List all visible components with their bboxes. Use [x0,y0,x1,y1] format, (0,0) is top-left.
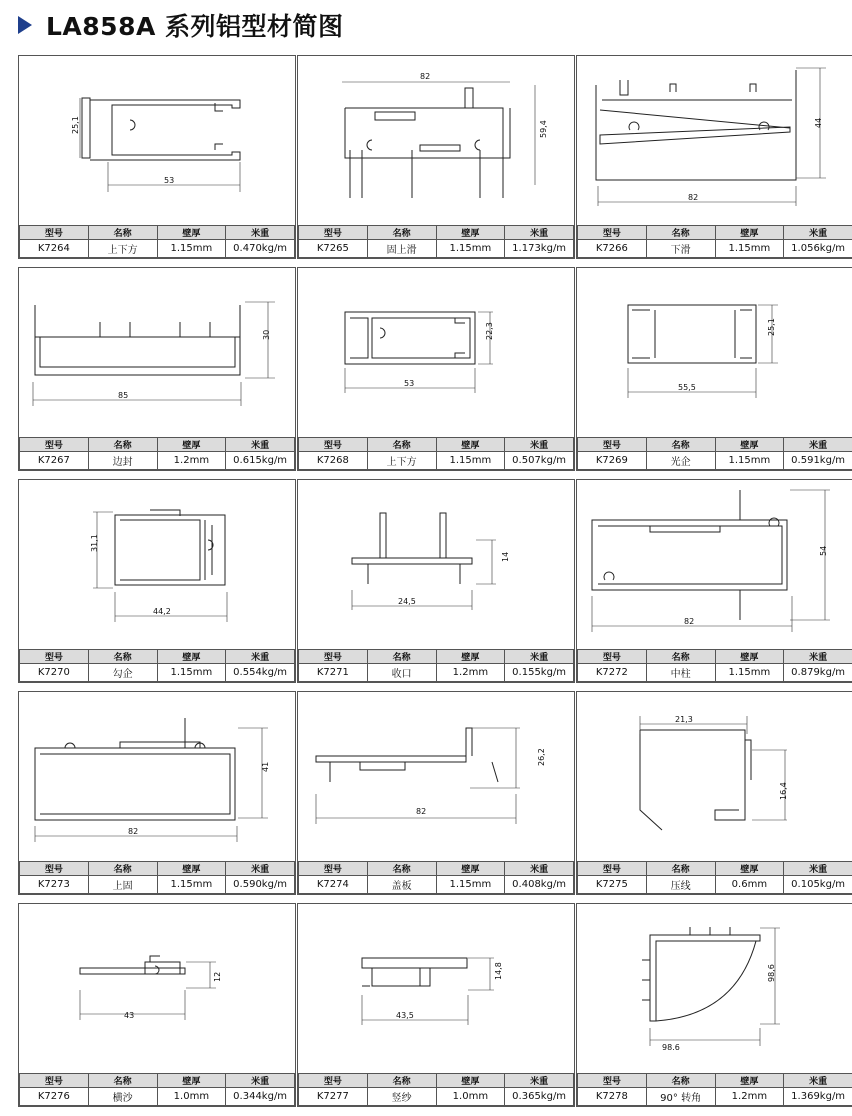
weight-cell: 0.615kg/m [226,452,295,470]
svg-text:55,5 [678,383,696,392]
dimension-label: 82 [420,72,431,81]
svg-text:82 [420,72,430,81]
svg-text:22,3 [485,322,494,340]
header-cell: 米重 [226,438,295,452]
weight-cell: 1.369kg/m [784,1088,852,1106]
model-cell: K7277 [299,1088,368,1106]
table-row [578,452,852,470]
header-cell: 名称 [367,650,436,664]
dimension-label: 25,1 [71,116,80,134]
header-cell: 壁厚 [715,438,784,452]
header-cell: 壁厚 [157,1074,226,1088]
profile-card [576,55,852,259]
header-cell: 名称 [88,438,157,452]
profile-card [297,267,575,471]
svg-text:98.6 [662,1043,680,1052]
table-row [578,240,852,258]
svg-text:21,3 [675,715,693,724]
spec-table [298,649,574,682]
svg-text:24,5 [398,597,416,606]
model-cell: K7269 [578,452,647,470]
table-row [578,1088,852,1106]
table-row [299,1088,574,1106]
dimension-label: 41 [261,761,270,772]
dimension-label: 22,3 [485,322,494,340]
weight-cell: 0.365kg/m [505,1088,574,1106]
header-cell: 壁厚 [436,862,505,876]
profile-card [297,903,575,1107]
header-cell: 壁厚 [436,438,505,452]
spec-table [577,437,852,470]
profile-drawing [19,480,295,642]
svg-text:82 [416,807,426,816]
svg-text:14,8 [494,962,503,980]
header-cell: 米重 [784,650,852,664]
dimension-label: 85 [118,391,129,400]
dimension-label: 24,5 [398,597,416,606]
name-cell: 中柱 [646,664,715,682]
name-cell: 横沙 [88,1088,157,1106]
svg-text:12 [213,972,222,982]
profile-drawing [577,480,852,642]
profile-drawing [577,692,852,854]
name-cell: 上固 [88,876,157,894]
table-row [20,664,295,682]
dimension-label: 82 [688,193,699,202]
svg-text:44 [814,118,823,128]
dimension-label: 53 [164,176,175,185]
header-cell: 名称 [88,1074,157,1088]
header-cell: 壁厚 [436,226,505,240]
model-cell: K7274 [299,876,368,894]
header-cell: 米重 [505,1074,574,1088]
model-cell: K7276 [20,1088,89,1106]
spec-table [577,649,852,682]
weight-cell: 1.173kg/m [505,240,574,258]
header-cell: 名称 [646,650,715,664]
model-cell: K7273 [20,876,89,894]
spec-table [19,1073,295,1106]
header-cell: 型号 [578,862,647,876]
svg-text:41 [261,762,270,772]
dimension-label: 12 [213,971,222,982]
model-cell: K7271 [299,664,368,682]
header-cell: 米重 [226,650,295,664]
dimension-label: 44,2 [153,607,171,616]
thickness-cell: 0.6mm [715,876,784,894]
name-cell: 竖纱 [367,1088,436,1106]
header-cell: 型号 [299,862,368,876]
thickness-cell: 1.0mm [436,1088,505,1106]
name-cell: 收口 [367,664,436,682]
table-row [299,452,574,470]
header-cell: 名称 [646,438,715,452]
triangle-arrow-icon [18,16,32,34]
svg-text:43,5 [396,1011,414,1020]
weight-cell: 0.344kg/m [226,1088,295,1106]
thickness-cell: 1.15mm [715,452,784,470]
header-cell: 名称 [367,438,436,452]
svg-text:44,2 [153,607,171,616]
profile-card [576,479,852,683]
header-cell: 型号 [578,650,647,664]
name-cell: 盖板 [367,876,436,894]
header-cell: 型号 [299,226,368,240]
profile-drawing [19,904,295,1066]
name-cell: 上下方 [367,452,436,470]
svg-text:54 [819,546,828,556]
thickness-cell: 1.15mm [715,664,784,682]
svg-text:30 [262,330,271,340]
header-cell: 名称 [88,862,157,876]
weight-cell: 0.105kg/m [784,876,852,894]
dimension-label: 82 [128,827,139,836]
svg-text:82 [684,617,694,626]
spec-table [577,1073,852,1106]
svg-text:98,6 [767,964,776,982]
name-cell: 下滑 [646,240,715,258]
dimension-label: 43 [124,1011,135,1020]
dimension-label: 98.6 [662,1043,680,1052]
profile-drawing [298,904,574,1066]
weight-cell: 0.155kg/m [505,664,574,682]
spec-table [298,1073,574,1106]
header-cell: 米重 [784,1074,852,1088]
svg-text:14 [501,552,510,562]
model-cell: K7278 [578,1088,647,1106]
page-title-text: LA858A 系列铝型材简图 [46,12,344,41]
header-cell: 名称 [646,226,715,240]
header-cell: 米重 [226,226,295,240]
dimension-label: 30 [262,329,271,340]
svg-text:26,2 [537,748,546,766]
svg-text:53 [404,379,414,388]
header-cell: 米重 [505,862,574,876]
model-cell: K7264 [20,240,89,258]
profile-drawing [19,268,295,430]
profile-drawing [298,268,574,430]
dimension-label: 21,3 [675,715,693,724]
profile-card [18,267,296,471]
dimension-label: 59,4 [539,120,548,138]
profile-card [576,691,852,895]
name-cell: 边封 [88,452,157,470]
thickness-cell: 1.15mm [157,240,226,258]
profile-drawing [577,268,852,430]
header-cell: 壁厚 [157,438,226,452]
thickness-cell: 1.15mm [715,240,784,258]
header-cell: 名称 [646,1074,715,1088]
header-cell: 型号 [299,650,368,664]
header-cell: 型号 [299,438,368,452]
header-cell: 壁厚 [715,226,784,240]
svg-text:25,1 [767,318,776,336]
thickness-cell: 1.2mm [715,1088,784,1106]
header-cell: 名称 [646,862,715,876]
spec-table [298,437,574,470]
thickness-cell: 1.2mm [157,452,226,470]
profile-card [18,691,296,895]
dimension-label: 26,2 [537,748,546,766]
dimension-label: 16,4 [779,782,788,800]
table-row [299,664,574,682]
table-row [20,240,295,258]
spec-table [298,861,574,894]
svg-text:85 [118,391,128,400]
model-cell: K7275 [578,876,647,894]
profile-drawing [577,904,852,1066]
header-cell: 米重 [505,226,574,240]
header-cell: 米重 [505,438,574,452]
header-cell: 壁厚 [715,1074,784,1088]
svg-text:31,1 [90,534,99,552]
profile-card [18,55,296,259]
thickness-cell: 1.15mm [157,664,226,682]
header-cell: 壁厚 [157,650,226,664]
header-cell: 米重 [226,862,295,876]
svg-text:43 [124,1011,134,1020]
header-cell: 型号 [20,650,89,664]
model-cell: K7265 [299,240,368,258]
model-cell: K7268 [299,452,368,470]
header-cell: 名称 [88,650,157,664]
header-cell: 名称 [367,1074,436,1088]
table-row [20,452,295,470]
svg-text:59,4 [539,120,548,138]
header-cell: 名称 [367,226,436,240]
thickness-cell: 1.15mm [436,240,505,258]
header-cell: 型号 [20,438,89,452]
header-cell: 米重 [784,226,852,240]
weight-cell: 0.554kg/m [226,664,295,682]
header-cell: 型号 [299,1074,368,1088]
name-cell: 勾企 [88,664,157,682]
svg-text:53 [164,176,174,185]
header-cell: 型号 [578,226,647,240]
name-cell: 上下方 [88,240,157,258]
profile-card [297,479,575,683]
header-cell: 型号 [20,1074,89,1088]
thickness-cell: 1.15mm [436,452,505,470]
weight-cell: 0.507kg/m [505,452,574,470]
profile-drawing [298,480,574,642]
spec-table [19,437,295,470]
header-cell: 型号 [20,226,89,240]
dimension-label: 25,1 [767,318,776,336]
dimension-label: 14,8 [494,962,503,980]
header-cell: 米重 [505,650,574,664]
thickness-cell: 1.2mm [436,664,505,682]
spec-table [298,225,574,258]
svg-text:82 [688,193,698,202]
dimension-label: 54 [819,545,828,556]
header-cell: 米重 [784,862,852,876]
weight-cell: 0.590kg/m [226,876,295,894]
model-cell: K7267 [20,452,89,470]
table-row [299,240,574,258]
header-cell: 米重 [784,438,852,452]
header-cell: 壁厚 [715,650,784,664]
table-row [20,1088,295,1106]
profile-card [576,267,852,471]
profile-drawing [19,692,295,854]
dimension-label: 55,5 [678,383,696,392]
svg-text:82 [128,827,138,836]
profile-drawing [298,692,574,854]
spec-table [19,861,295,894]
svg-text:16,4 [779,782,788,800]
dimension-label: 43,5 [396,1011,414,1020]
spec-table [19,649,295,682]
dimension-label: 82 [684,617,695,626]
dimension-label: 14 [501,551,510,562]
table-row [299,876,574,894]
header-cell: 名称 [367,862,436,876]
model-cell: K7272 [578,664,647,682]
weight-cell: 0.879kg/m [784,664,852,682]
profile-card [297,691,575,895]
table-row [578,664,852,682]
profile-card [18,479,296,683]
thickness-cell: 1.15mm [436,876,505,894]
profile-drawing [298,56,574,218]
header-cell: 型号 [578,438,647,452]
profile-card [576,903,852,1107]
profile-card [297,55,575,259]
spec-table [19,225,295,258]
header-cell: 壁厚 [436,650,505,664]
dimension-label: 98,6 [767,964,776,982]
header-cell: 型号 [578,1074,647,1088]
weight-cell: 0.408kg/m [505,876,574,894]
header-cell: 名称 [88,226,157,240]
header-cell: 型号 [20,862,89,876]
name-cell: 压线 [646,876,715,894]
header-cell: 壁厚 [157,862,226,876]
dimension-label: 44 [814,117,823,128]
weight-cell: 0.591kg/m [784,452,852,470]
svg-text:25,1 [71,116,80,134]
model-cell: K7270 [20,664,89,682]
name-cell: 光企 [646,452,715,470]
weight-cell: 1.056kg/m [784,240,852,258]
thickness-cell: 1.15mm [157,876,226,894]
thickness-cell: 1.0mm [157,1088,226,1106]
profile-card [18,903,296,1107]
spec-table [577,861,852,894]
spec-table [577,225,852,258]
header-cell: 壁厚 [715,862,784,876]
dimension-label: 53 [404,379,415,388]
header-cell: 米重 [226,1074,295,1088]
weight-cell: 0.470kg/m [226,240,295,258]
name-cell: 90° 转角 [646,1088,715,1106]
model-cell: K7266 [578,240,647,258]
header-cell: 壁厚 [436,1074,505,1088]
table-row [20,876,295,894]
dimension-label: 31,1 [90,534,99,552]
profile-drawing [19,56,295,218]
dimension-label: 82 [416,807,427,816]
table-row [578,876,852,894]
name-cell: 固上滑 [367,240,436,258]
header-cell: 壁厚 [157,226,226,240]
profile-drawing [577,56,852,218]
page-title [18,8,344,42]
